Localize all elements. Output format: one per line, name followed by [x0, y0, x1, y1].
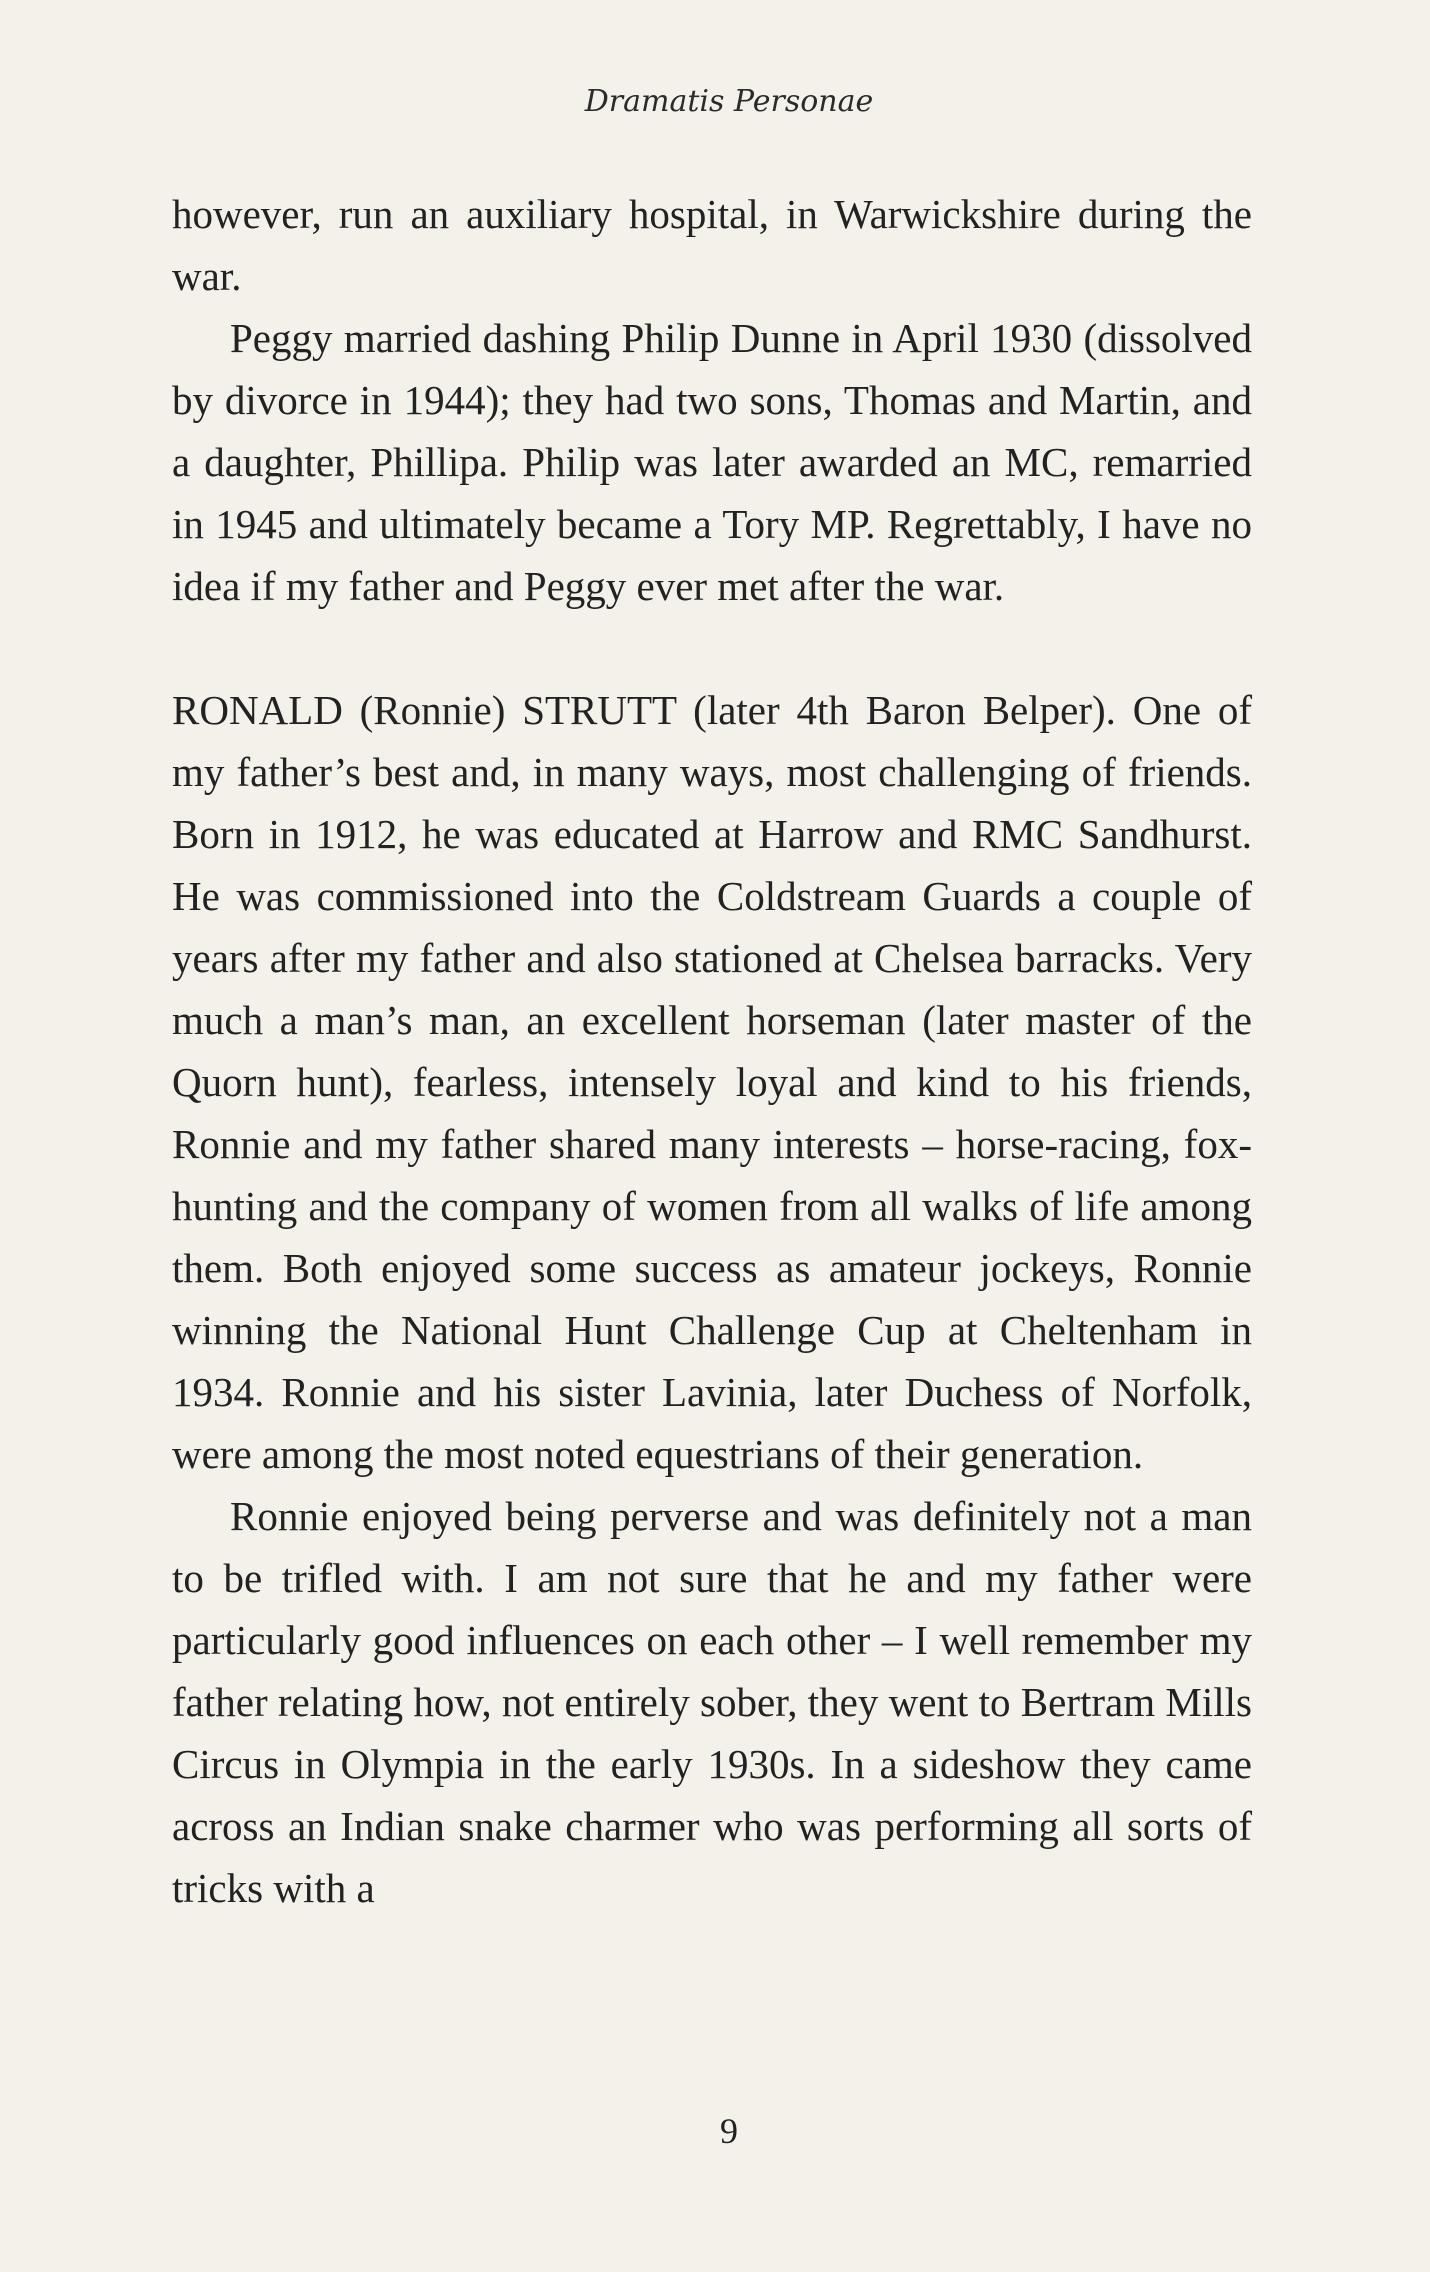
page-number: 9 — [720, 2111, 738, 2151]
paragraph-peggy-marriage: Peggy married dashing Philip Dunne in April 1930 (dissolved by divorce in 1944); they had two sons, Thomas and Martin, and a daughter, Phillipa. Philip was later awarded an MC, remarried in 1945 and ultimately became a Tory MP. Regrettably, I have no idea if my father and Peggy ever met after the war. — [172, 315, 1252, 609]
paragraph-ronnie-perverse: Ronnie enjoyed being perverse and was definitely not a man to be trifled with. I am not sure that he and my father were particularly good influences on each other – I well remember my father relating how, not entirely sober, they went to Bertram Mills Circus in Olympia in the early 1930s. In a sideshow they came across an Indian snake charmer who was performing all sorts of tricks with a — [172, 1493, 1252, 1911]
paragraph-continuation: however, run an auxiliary hospital, in Warwickshire during the war. — [172, 191, 1252, 299]
body-text — [172, 183, 1252, 1919]
running-head: Dramatis Personae — [584, 84, 874, 119]
paragraph-ronald-strutt-entry: RONALD (Ronnie) STRUTT (later 4th Baron Belper). One of my father’s best and, in many ways, most challenging of friends. Born in 1912, he was educated at Harrow and RMC Sandhurst. He was commissioned into the Coldstream Guards a couple of years after my father and also stationed at Chelsea barracks. Very much a man’s man, an excellent horseman (later master of the Quorn hunt), fearless, intensely loyal and kind to his friends, Ronnie and my father shared many interests – horse-racing, fox-hunting and the company of women from all walks of life among them. Both enjoyed some success as amateur jockeys, Ronnie winning the National Hunt Challenge Cup at Cheltenham in 1934. Ronnie and his sister Lavinia, later Duchess of Norfolk, were among the most noted equestrians of their generation. — [172, 687, 1252, 1477]
